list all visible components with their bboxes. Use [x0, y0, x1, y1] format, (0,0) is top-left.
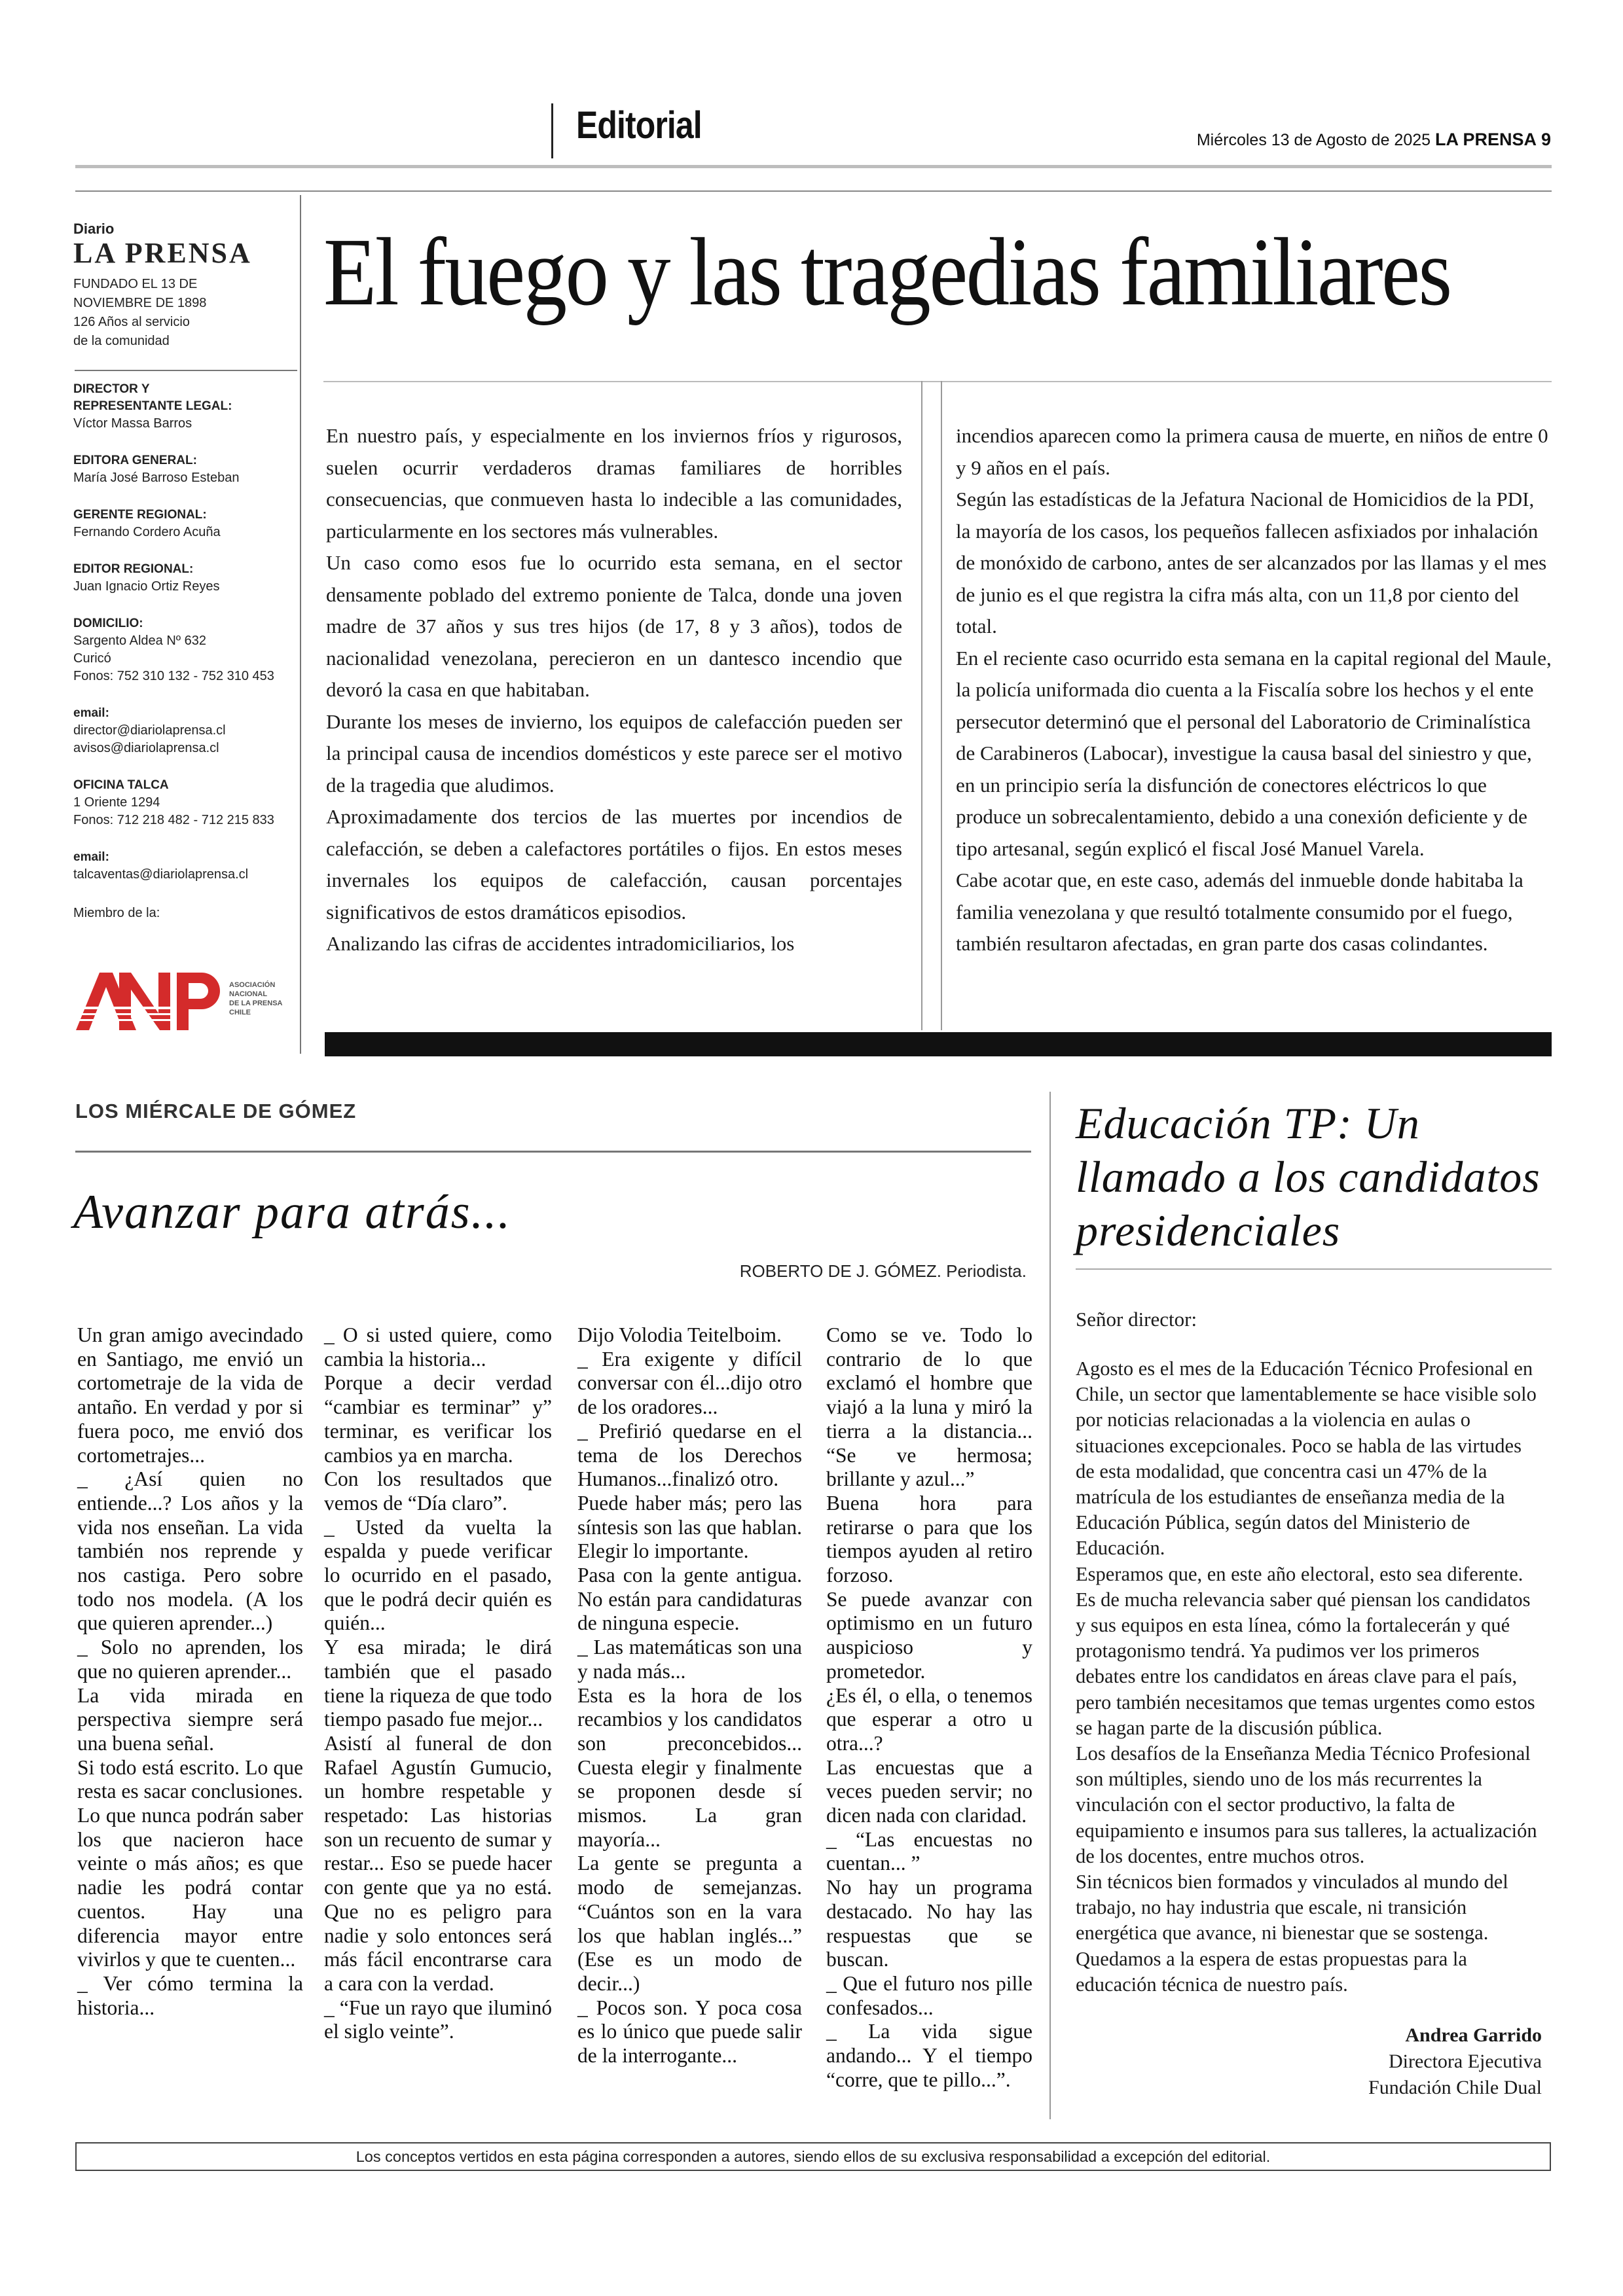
- masthead-label: GERENTE REGIONAL:: [73, 508, 207, 522]
- editorial-column-divider: [921, 381, 922, 1030]
- founded-line: NOVIEMBRE DE 1898: [73, 296, 207, 310]
- paragraph: Sin técnicos bien formados y vinculados al mundo del trabajo, no hay industria que escale, ni transición energética que avance, ni bienestar que se sostenga.: [1076, 1871, 1508, 1945]
- paragraph: _ Las matemáticas son una y nada más...: [577, 1636, 802, 1683]
- masthead-divider: [75, 370, 297, 371]
- masthead-value: María José Barroso Esteban: [73, 471, 240, 485]
- paragraph: Si todo está escrito. Lo que resta es sacar conclusiones.: [77, 1755, 303, 1803]
- masthead-label: DOMICILIO:: [73, 617, 143, 630]
- paragraph: _ ¿Así quien no entiende...? Los años y la vida nos enseñan. La vida también nos reprende y nos castiga. Pero sobre todo nos modela. (A los que quieren aprender...): [77, 1467, 303, 1635]
- masthead-value: Curicó: [73, 651, 111, 666]
- paragraph: Cabe acotar que, en este caso, además del inmueble donde habitaba la familia venezolana y que resultó totalmente consumido por el fuego, también resultaron afectadas, en gran parte dos casas colindantes.: [956, 869, 1523, 955]
- paragraph: _ Pocos son. Y poca cosa es lo único que puede salir de la interrogante...: [577, 1996, 802, 2068]
- masthead-value: Fonos: 752 310 132 - 752 310 453: [73, 669, 274, 683]
- editorial-column-divider: [941, 381, 942, 1030]
- header-dateline: [1197, 130, 1551, 150]
- anp-logo-mark: [76, 973, 220, 1030]
- masthead-label: email:: [73, 706, 109, 720]
- letter-salutation: Señor director:: [1076, 1308, 1197, 1331]
- editorial-title: El fuego y las tragedias familiares: [323, 219, 1451, 326]
- paragraph: En nuestro país, y especialmente en los inviernos fríos y rigurosos, suelen ocurrir verdaderos dramas familiares de horribles consecuencias, que conmueven hasta lo indecible a las comunidades, particularmente en los sectores más vulnerables.: [326, 424, 902, 543]
- paragraph: _ Era exigente y difícil conversar con él...dijo otro de los oradores...: [577, 1347, 802, 1419]
- column-text-1: [77, 1323, 303, 2020]
- column-text-4: [826, 1323, 1032, 2092]
- column-title: Avanzar para atrás...: [73, 1185, 512, 1239]
- paragraph: _ Usted da vuelta la espalda y puede verificar lo ocurrido en el pasado, que le podrá decir quién es quién...: [324, 1515, 552, 1635]
- masthead-label: EDITOR REGIONAL:: [73, 562, 194, 576]
- header-rule: [75, 190, 1552, 192]
- paragraph: _ “Las encuestas no cuentan... ”: [826, 1827, 1032, 1875]
- paragraph: Los desafíos de la Enseñanza Media Técnico Profesional son múltiples, siendo uno de los más recurrentes la vinculación con el sector productivo, la falta de equipamiento e insumos para sus talleres, la actualización de los docentes, entre muchos otros.: [1076, 1742, 1537, 1867]
- column-text-2: [324, 1323, 552, 2044]
- section-title: Editorial: [576, 104, 702, 147]
- masthead-label: REPRESENTANTE LEGAL:: [73, 399, 232, 413]
- paragraph: Analizando las cifras de accidentes intradomiciliarios, los: [326, 932, 795, 955]
- header-divider: [551, 103, 553, 158]
- masthead-value: avisos@diariolaprensa.cl: [73, 741, 219, 755]
- section-divider: [1049, 1092, 1051, 2119]
- masthead-label: DIRECTOR Y: [73, 382, 150, 396]
- masthead-sidebar: [73, 219, 296, 922]
- paragraph: Se puede avanzar con optimismo en un futuro auspicioso y prometedor.: [826, 1587, 1032, 1683]
- page-disclaimer: Los conceptos vertidos en esta página corresponden a autores, siendo ellos de su exclusiva responsabilidad a excepción del editorial.: [75, 2142, 1551, 2171]
- paragraph: _ La vida sigue andando... Y el tiempo “corre, que te pillo...”.: [826, 2020, 1032, 2091]
- paragraph: No hay un programa destacado. No hay las respuestas que se buscan.: [826, 1876, 1032, 1971]
- masthead-value: Sargento Aldea Nº 632: [73, 634, 207, 648]
- editorial-top-rule: [323, 381, 1552, 382]
- paragraph: La vida mirada en perspectiva siempre será una buena señal.: [77, 1683, 303, 1755]
- anp-sub-line: ASOCIACIÓN: [229, 981, 276, 989]
- signature-role: Directora Ejecutiva: [1388, 2051, 1542, 2072]
- masthead-entries: [73, 381, 296, 884]
- paragraph: Según las estadísticas de la Jefatura Nacional de Homicidios de la PDI, la mayoría de los casos, los pequeños fallecen asfixiados por inhalación de monóxido de carbono, antes de ser alcanzados por las llamas y el mes de junio es el que registra la cifra más alta, con un 11,8 por ciento del total.: [956, 488, 1547, 637]
- letter-rule: [1076, 1268, 1552, 1270]
- sidebar-divider: [300, 195, 301, 1054]
- header-paper-name: LA PRENSA: [1435, 130, 1537, 149]
- letter-signature: [1368, 2022, 1542, 2101]
- paragraph: _ Solo no aprenden, los que no quieren aprender...: [77, 1636, 303, 1683]
- paragraph: Pasa con la gente antigua. No están para candidaturas de ninguna especie.: [577, 1564, 802, 1635]
- paragraph: Esta es la hora de los recambios y los candidatos son preconcebidos... Cuesta elegir y finalmente se proponen desde sí mismos. La gran mayoría...: [577, 1683, 802, 1851]
- masthead-value: Víctor Massa Barros: [73, 416, 192, 431]
- masthead-value: talcaventas@diariolaprensa.cl: [73, 867, 249, 882]
- column-kicker: LOS MIÉRCALE DE GÓMEZ: [75, 1100, 357, 1122]
- paragraph: Puede haber más; pero las síntesis son las que hablan. Elegir lo importante.: [577, 1491, 802, 1563]
- masthead-label: EDITORA GENERAL:: [73, 454, 197, 467]
- anp-sub-line: DE LA PRENSA: [229, 999, 283, 1007]
- founded-line: FUNDADO EL 13 DE: [73, 277, 198, 291]
- letter-body: [1076, 1356, 1544, 1998]
- paragraph: Con los resultados que vemos de “Día claro”.: [324, 1467, 552, 1515]
- paragraph: Las encuestas que a veces pueden servir; no dicen nada con claridad.: [826, 1755, 1032, 1827]
- signature-org: Fundación Chile Dual: [1368, 2077, 1542, 2098]
- masthead-label: email:: [73, 850, 109, 864]
- paragraph: _ Ver cómo termina la historia...: [77, 1971, 303, 2019]
- paragraph: _ O si usted quiere, como cambia la historia...: [324, 1323, 552, 1371]
- paragraph: Lo que nunca podrán saber los que nacieron hace veinte o más años; es que nadie les podrá contar cuentos. Hay una diferencia mayor entre vivirlos y que te cuenten...: [77, 1804, 303, 1971]
- column-byline: ROBERTO DE J. GÓMEZ. Periodista.: [739, 1261, 1027, 1281]
- paragraph: ¿Es él, o ella, o tenemos que esperar a otro u otra...?: [826, 1683, 1032, 1755]
- masthead-diario: Diario: [73, 221, 115, 237]
- masthead-value: Juan Ignacio Ortiz Reyes: [73, 579, 220, 594]
- paragraph: incendios aparecen como la primera causa de muerte, en niños de entre 0 y 9 años en el país.: [956, 424, 1548, 479]
- paragraph: Porque a decir verdad “cambiar es terminar” y” terminar, es verificar los cambios ya en marcha.: [324, 1371, 552, 1467]
- paragraph: Quedamos a la espera de estas propuestas para la educación técnica de nuestro país.: [1076, 1947, 1467, 1996]
- masthead-value: Fonos: 712 218 482 - 712 215 833: [73, 813, 274, 827]
- masthead-value: director@diariolaprensa.cl: [73, 723, 226, 738]
- header-rule: [75, 165, 1552, 168]
- paragraph: Un caso como esos fue lo ocurrido esta semana, en el sector densamente poblado del extremo poniente de Talca, donde una joven madre de 37 años y sus tres hijos (de 17, 8 y 3 años), todos de nacionalidad venezolana, perecieron en un dantesco incendio que devoró la casa en que habitaban.: [326, 551, 902, 701]
- member-label: Miembro de la:: [73, 906, 160, 920]
- anp-sub-line: NACIONAL: [229, 990, 268, 998]
- letter-title: Educación TP: Un llamado a los candidatos presidenciales: [1076, 1098, 1541, 1255]
- editorial-bottom-bar: [325, 1032, 1552, 1056]
- founded-line: 126 Años al servicio: [73, 315, 190, 329]
- paragraph: Dijo Volodia Teitelboim.: [577, 1323, 782, 1346]
- editorial-column-1: [326, 420, 902, 960]
- editorial-column-2: [956, 420, 1552, 960]
- founded-line: de la comunidad: [73, 334, 170, 348]
- paragraph: Como se ve. Todo lo contrario de lo que exclamó el hombre que viajó a la luna y miró la tierra a la distancia... “Se ve hermosa; brillante y azul...”: [826, 1323, 1032, 1491]
- paragraph: _ “Fue un rayo que iluminó el siglo veinte”.: [324, 1996, 552, 2043]
- paragraph: Durante los meses de invierno, los equipos de calefacción pueden ser la principal causa de incendios domésticos y este parece ser el motivo de la tragedia que aludimos.: [326, 709, 902, 797]
- anp-sub-line: CHILE: [229, 1009, 251, 1016]
- paragraph: Agosto es el mes de la Educación Técnico Profesional en Chile, un sector que lamentablemente se hace visible solo por noticias relacionadas a la violencia en aulas o situaciones excepcionales. Poco se habla de las virtudes de esta modalidad, que concentra casi un 47% de la matrícula de los estudiantes de enseñanza media de la Educación Pública, según datos del Ministerio de Educación.: [1076, 1357, 1537, 1560]
- paragraph: _ Que el futuro nos pille confesados...: [826, 1971, 1032, 2019]
- masthead-brand: LA PRENSA: [73, 237, 252, 269]
- page-number: 9: [1541, 130, 1551, 149]
- paragraph: Asistí al funeral de don Rafael Agustín Gumucio, un hombre respetable y respetado: Las historias son un recuento de sumar y restar... Eso se puede hacer con gente que ya no está. Que no es peligro para nadie y solo entonces será más fácil encontrarse cara a cara con la verdad.: [324, 1731, 552, 1995]
- paragraph: La gente se pregunta a modo de semejanzas. “Cuántos son en la vara los que hablan inglés...” (Ese es un modo de decir...): [577, 1852, 802, 1995]
- paragraph: _ Prefirió quedarse en el tema de los Derechos Humanos...finalizó otro.: [577, 1419, 802, 1491]
- masthead-value: 1 Oriente 1294: [73, 795, 160, 810]
- paragraph: Buena hora para retirarse o para que los tiempos ayuden al retiro forzoso.: [826, 1491, 1032, 1587]
- signature-name: Andrea Garrido: [1405, 2024, 1542, 2046]
- paragraph: En el reciente caso ocurrido esta semana en la capital regional del Maule, la policía uniformada dio cuenta a la Fiscalía sobre los hechos y el ente persecutor determinó que el personal del Laboratorio de Criminalística de Carabineros (Labocar), investigue la causa basal del siniestro y que, en un principio sería la disfunción de conectores eléctricos lo que produce un sobrecalentamiento, debido a una conexión deficiente y de tipo artesanal, según explicó el fiscal José Manuel Varela.: [956, 646, 1552, 860]
- paragraph: Aproximadamente dos tercios de las muertes por incendios de calefacción, se deben a calefactores portátiles o fijos. En estos meses invernales los equipos de calefacción, causan porcentajes significativos de estos dramáticos episodios.: [326, 805, 902, 924]
- column-text-3: [577, 1323, 802, 2068]
- masthead-label: OFICINA TALCA: [73, 778, 169, 792]
- paragraph: Y esa mirada; le dirá también que el pasado tiene la riqueza de que todo tiempo pasado fue mejor...: [324, 1636, 552, 1731]
- masthead-value: Fernando Cordero Acuña: [73, 525, 221, 539]
- column-rule: [75, 1151, 1031, 1153]
- anp-logo: [73, 967, 283, 1037]
- publication-date: Miércoles 13 de Agosto de 2025: [1196, 131, 1431, 149]
- masthead-founded: [73, 275, 296, 351]
- paragraph: Un gran amigo avecindado en Santiago, me envió un cortometraje de la vida de antaño. En verdad y por si fuera poco, me envió dos cortometrajes...: [77, 1323, 303, 1467]
- paragraph: Esperamos que, en este año electoral, esto sea diferente. Es de mucha relevancia saber qué piensan los candidatos y sus equipos en esta línea, cómo la fortalecerán y qué protagonismo tendrá. Ya pudimos ver los primeros debates entre los candidatos en áreas clave para el país, pero también necesitamos que temas urgentes como estos se hagan parte de la discusión pública.: [1076, 1562, 1535, 1739]
